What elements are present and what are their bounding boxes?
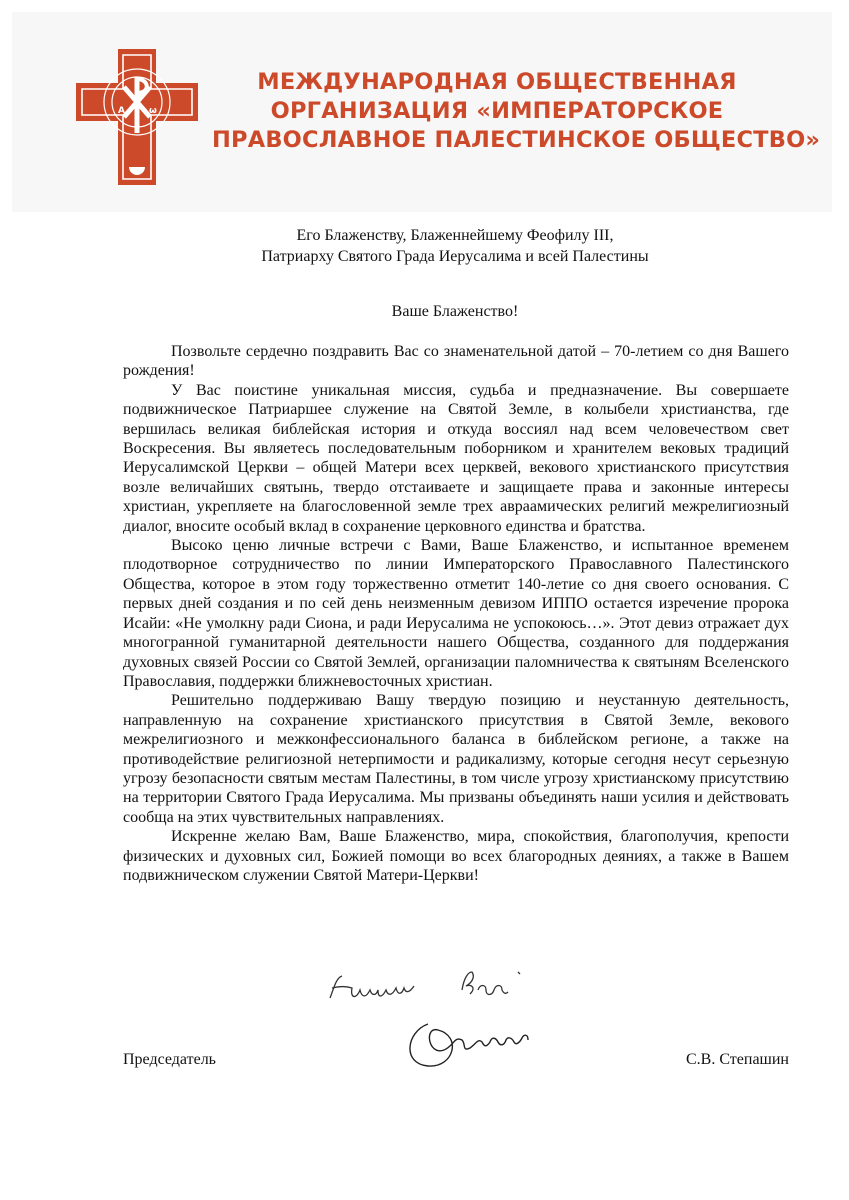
org-name-line: ПРАВОСЛАВНОЕ ПАЛЕСТИНСКОЕ ОБЩЕСТВО»: [212, 127, 821, 153]
letter-body: [123, 342, 789, 885]
paragraph: Искренне желаю Вам, Ваше Блаженство, мира, спокойствия, благополучия, крепости физических и духовных сил, Божией помощи во всех благородных деяниях, а также в Вашем подвижническом служении Святой Матери-Церкви!: [123, 828, 789, 884]
org-name-line: ОРГАНИЗАЦИЯ «ИМПЕРАТОРСКОЕ: [270, 98, 724, 124]
addressee-line: Патриарху Святого Града Иерусалима и всей Палестины: [261, 248, 649, 265]
paragraph: Позвольте сердечно поздравить Вас со знаменательной датой – 70-летием со дня Вашего рождения!: [123, 343, 789, 380]
paragraph: У Вас поистине уникальная миссия, судьба и предназначение. Вы совершаете подвижническое Патриаршее служение на Святой Земле, в колыбели христианства, где вершилась великая библейская история и откуда воссиял над всем человечеством свет Воскресения. Вы являетесь последовательным поборником и хранителем вековых традиций Иерусалимской Церкви – общей Матери всех церквей, векового христианского присутствия возле величайших святынь, твердо отстаиваете и защищаете права и законные интересы христиан, укрепляете на благословенной земле трех авраамических религий межрелигиозный диалог, вносите особый вклад в сохранение церковного единства и братства.: [123, 381, 789, 535]
signatory-position: Председатель: [123, 1051, 216, 1068]
salutation: Ваше Блаженство!: [391, 303, 519, 320]
signatory-name: С.В. Степашин: [685, 1051, 789, 1068]
paragraph: Высоко ценю личные встречи с Вами, Ваше Блаженство, и испытанное временем плодотворное сотрудничество по линии Императорского Православного Палестинского Общества, которое в этом году торжественно отметит 140-летие со дня своего основания. С первых дней создания и по сей день неизменным девизом ИППО остается изречение пророка Исайи: «Не умолкну ради Сиона, и ради Иерусалима не успокоюсь…». Этот девиз отражает дух многогранной гуманитарной деятельности нашего Общества, созданного для поддержания духовных связей России со Святой Землей, организации паломничества к святыням Вселенского Православия, поддержки ближневосточных христиан.: [123, 537, 789, 690]
letterhead: [12, 12, 832, 212]
signature-scribble: [398, 1004, 548, 1074]
organization-name: [212, 68, 821, 155]
addressee-block: [60, 225, 849, 267]
addressee-line: Его Блаженству, Блаженнейшему Феофилу III,: [296, 227, 614, 244]
svg-text:А: А: [118, 106, 125, 116]
ippo-cross-logo-icon: [74, 47, 200, 187]
paragraph: Решительно поддерживаю Вашу твердую позицию и неустанную деятельность, направленную на сохранение христианского присутствия в Святой Земле, векового межрелигиозного и межконфессионального баланса в библейском регионе, а также на противодействие религиозной нетерпимости и радикализму, которые сегодня несут серьезную угрозу безопасности святым местам Палестины, в том числе угрозу христианскому присутствию на территории Святого Града Иерусалима. Мы призваны объединять наши усилия и действовать сообща на этих чувствительных направлениях.: [123, 692, 789, 826]
svg-text:ω: ω: [149, 106, 157, 116]
handwritten-note: [322, 960, 552, 1010]
org-name-line: МЕЖДУНАРОДНАЯ ОБЩЕСТВЕННАЯ: [257, 69, 737, 95]
